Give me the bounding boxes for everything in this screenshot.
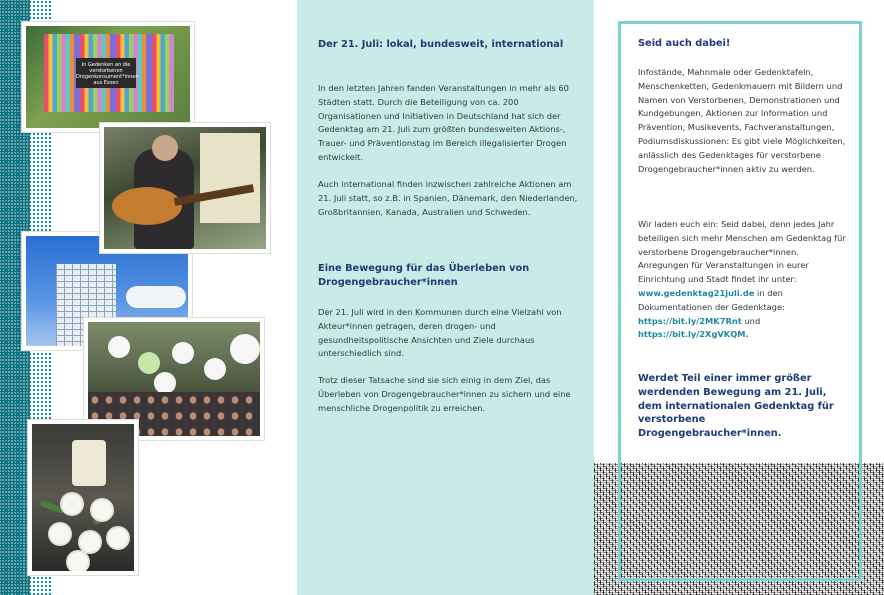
- heading-bewegung: Eine Bewegung für das Überleben von Drogengebraucher*innen: [318, 263, 530, 288]
- white-flower: [92, 500, 112, 520]
- white-flower: [68, 552, 88, 572]
- paragraph-kommunen: Der 21. Juli wird in den Kommunen durch eine Vielzahl von Akteur*innen getragen, deren drogen- und gesundheitspolitische Ansichten und Ziele durchaus unterschiedlich sind.: [318, 307, 562, 359]
- photo-collage-panel: [0, 0, 297, 595]
- heading-seid-dabei: Seid auch dabei!: [638, 38, 731, 49]
- guitar: [112, 187, 182, 225]
- white-flower: [62, 494, 82, 514]
- balloon: [108, 336, 130, 358]
- and-text: und: [744, 315, 761, 326]
- photo-memorial-wall: [22, 22, 194, 132]
- heading-lokal-bundesweit: Der 21. Juli: lokal, bundesweit, international: [318, 39, 564, 50]
- white-flower: [108, 528, 128, 548]
- balloon: [204, 358, 226, 380]
- cloud: [126, 286, 186, 308]
- einladung-text: Wir laden euch ein: Seid dabei, denn jedes Jahr beteiligen sich mehr Menschen am Gedenktag für verstorbene Drogengebraucher*innen. Anregungen für Veranstaltungen in eurer Einrichtung und Stadt findet ihr unter:: [638, 219, 846, 285]
- link-bitly-2[interactable]: https://bit.ly/2XgVKQM.: [638, 329, 749, 340]
- paragraph-staedte: In den letzten Jahren fanden Veranstaltungen in mehr als 60 Städten statt. Durch die Beteiligung von ca. 200 Organisationen und Initiativen in Deutschland hat sich der Gedenktag am 21. Juli zum größten bundesweiten Aktions-, Trauer- und Präventionstag im Bereich illegalisierter Drogen entwickelt.: [318, 83, 569, 162]
- balloon: [230, 334, 260, 364]
- einladung-text-2: in den Dokumentationen der Gedenktage:: [638, 287, 785, 312]
- closing-statement: Werdet Teil einer immer größer werdenden Bewegung am 21. Juli, dem internationalen Gedenktag für verstorbene Drogengebraucher*innen.: [638, 373, 834, 440]
- right-panel: [594, 0, 884, 595]
- balloon: [138, 352, 160, 374]
- white-flower: [50, 524, 70, 544]
- paragraph-ziel: Trotz dieser Tatsache sind sie sich einig in dem Ziel, das Überleben von Drogengebraucher*innen zu sichern und eine menschliche Drogenpolitik zu erreichen.: [318, 375, 571, 413]
- info-board: [200, 133, 260, 223]
- paragraph-international: Auch international finden inzwischen zahlreiche Aktionen am 21. Juli statt, so z.B. in Spanien, Dänemark, den Niederlanden, Großbritannien, Kanada, Australien und Schweden.: [318, 179, 578, 217]
- balloon: [154, 372, 176, 394]
- paragraph-einladung: [638, 218, 852, 342]
- link-gedenktag21juli[interactable]: www.gedenktag21juli.de: [638, 287, 755, 298]
- candle: [72, 440, 106, 486]
- leaf: [40, 500, 65, 514]
- white-flower: [80, 532, 100, 552]
- memorial-sign: In Gedenken an die verstorbenen Drogenkonsument*innen aus Essen: [76, 58, 136, 88]
- photo-guitarist: [100, 123, 270, 253]
- guitarist-head: [152, 135, 178, 161]
- photo-candle-flowers: [28, 420, 138, 575]
- middle-panel: [297, 0, 594, 595]
- link-bitly-1[interactable]: https://bit.ly/2MK7Rnt: [638, 315, 742, 326]
- balloon: [172, 342, 194, 364]
- paragraph-aktionsformen: Infostände, Mahnmale oder Gedenktafeln, Menschenketten, Gedenkmauern mit Bildern und Namen von Verstorbenen, Demonstrationen und Kundgebungen, Aktionen zur Information und Prävention, Musikevents, Fachveranstaltungen, Podiumsdiskussionen: Es gibt viele Möglichkeiten, anlässlich des Gedenktages für verstorbene Drogengebraucher*innen aktiv zu werden.: [638, 67, 846, 174]
